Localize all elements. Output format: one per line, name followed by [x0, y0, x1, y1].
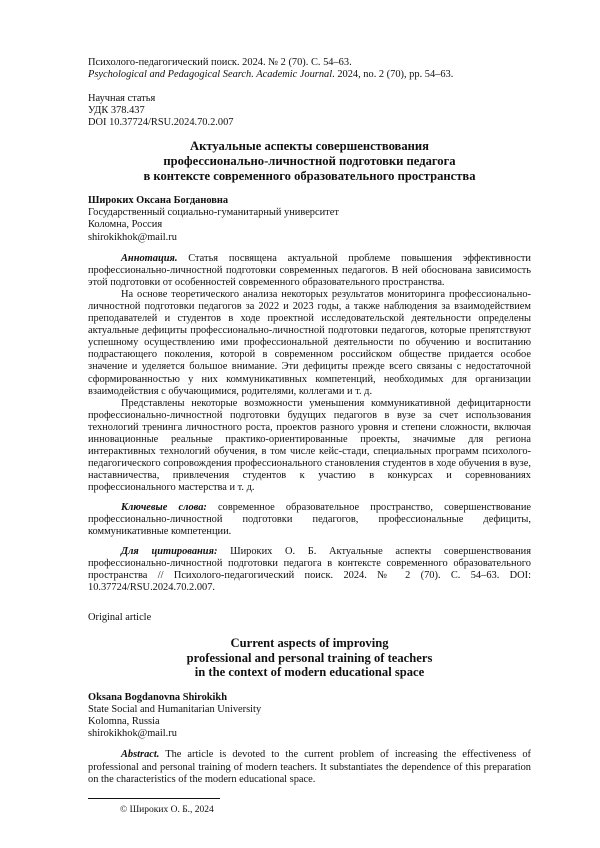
author-name: Широких Оксана Богдановна [88, 195, 531, 207]
author-affiliation: Государственный социально-гуманитарный университет [88, 207, 531, 219]
author-city: Коломна, Россия [88, 219, 531, 231]
article-page [0, 0, 600, 836]
keywords-label: Ключевые слова: [121, 502, 207, 513]
title-line: Актуальные аспекты совершенствования [88, 139, 531, 154]
article-type: Научная статья [88, 93, 531, 105]
cite-label: Для цитирования: [121, 546, 217, 557]
title-line: in the context of modern educational space [88, 665, 531, 680]
title-line: в контексте современного образовательного пространства [88, 169, 531, 184]
author-block-ru [88, 195, 531, 243]
citation-en-journal: Psychological and Pedagogical Search. Academic Journal [88, 69, 332, 80]
title-line: professional and personal training of teachers [88, 651, 531, 666]
abstract-text: The article is devoted to the current problem of increasing the effectiveness of professional and personal training of modern teachers. It substantiates the dependence of this preparation on the characteristics of the modern educational space. [88, 749, 531, 784]
author-name: Oksana Bogdanovna Shirokikh [88, 692, 531, 704]
author-email[interactable]: shirokikhok@mail.ru [88, 728, 531, 740]
title-line: Current aspects of improving [88, 636, 531, 651]
article-meta-ru [88, 93, 531, 129]
udk: УДК 378.437 [88, 105, 531, 117]
abstract-en [88, 749, 531, 785]
doi: DOI 10.37724/RSU.2024.70.2.007 [88, 117, 531, 129]
author-block-en [88, 692, 531, 740]
keywords-text: современное образовательное пространство, совершенствование профессионально-личностной подготовки педагогов, профессиональные дефициты, коммуникативные компетенции. [88, 502, 531, 537]
abstract-label: Аннотация. [121, 253, 177, 264]
title-ru [88, 139, 531, 183]
author-affiliation: State Social and Humanitarian University [88, 704, 531, 716]
abstract-label: Abstract. [121, 749, 159, 760]
cite-ru [88, 546, 531, 594]
citation-ru: Психолого-педагогический поиск. 2024. № 2 (70). С. 54–63. [88, 57, 531, 69]
copyright-footnote: © Широких О. Б., 2024 [88, 805, 531, 816]
citation-en-rest: . 2024, no. 2 (70), pp. 54–63. [332, 69, 453, 80]
abstract-p2: На основе теоретического анализа некоторых результатов мониторинга профессионально-личностной подготовки педагогов за 2022 и 2023 годы, а также наблюдения за взаимодействием преподавателей и студентов в ходе проектной исследовательской деятельности определены актуальные дефициты профессионально-личностной подготовки педагогов, которые препятствуют успешному осуществлению ими профессиональной деятельности по обучению и воспитанию подрастающего поколения, которой в современном российском обществе придается особое значение и уделяется большое внимание. Эти дефициты прежде всего связаны с недостаточной сформированностью у них коммуникативных компетенций, необходимых для организации взаимодействия с обучающимися, родителями, коллегами и т. д. [88, 289, 531, 398]
abstract-p1: Статья посвящена актуальной проблеме повышения эффективности профессионально-личностной подготовки современных педагогов. В ней обоснована зависимость этой подготовки от особенностей современного образовательного пространства. [88, 253, 531, 288]
article-type-en: Original article [88, 612, 531, 624]
abstract-p3: Представлены некоторые возможности уменьшения коммуникативной дефицитарности профессионально-личностной подготовки будущих педагогов в вузе за счет использования технологий тренинга личностного роста, проектов разного уровня и степени сложности, включая инновационные реальные практико-ориентированные проекты, значимые для региона интерактивных технологий обучения, в том числе кейс-стади, специальных программ психолого-педагогического сопровождения профессионального становления студентов в ходе обучения в вузе, наставничества, привлечения студентов к участию в конкурсах и соревнованиях профессионального мастерства и т. д. [88, 398, 531, 495]
journal-citation-header [88, 57, 531, 81]
title-en [88, 636, 531, 680]
title-line: профессионально-личностной подготовки педагога [88, 154, 531, 169]
citation-en [88, 69, 531, 81]
abstract-ru [88, 253, 531, 495]
author-city: Kolomna, Russia [88, 716, 531, 728]
keywords-ru [88, 502, 531, 538]
author-email[interactable]: shirokikhok@mail.ru [88, 232, 531, 244]
footnote-divider [88, 798, 220, 799]
cite-text: Широких О. Б. Актуальные аспекты совершенствования профессионально-личностной подготовки педагога в контексте современного образовательного пространства // Психолого-педагогический поиск. 2024. № 2 (70). С. 54–63. DOI: 10.37724/RSU.2024.70.2.007. [88, 546, 531, 593]
